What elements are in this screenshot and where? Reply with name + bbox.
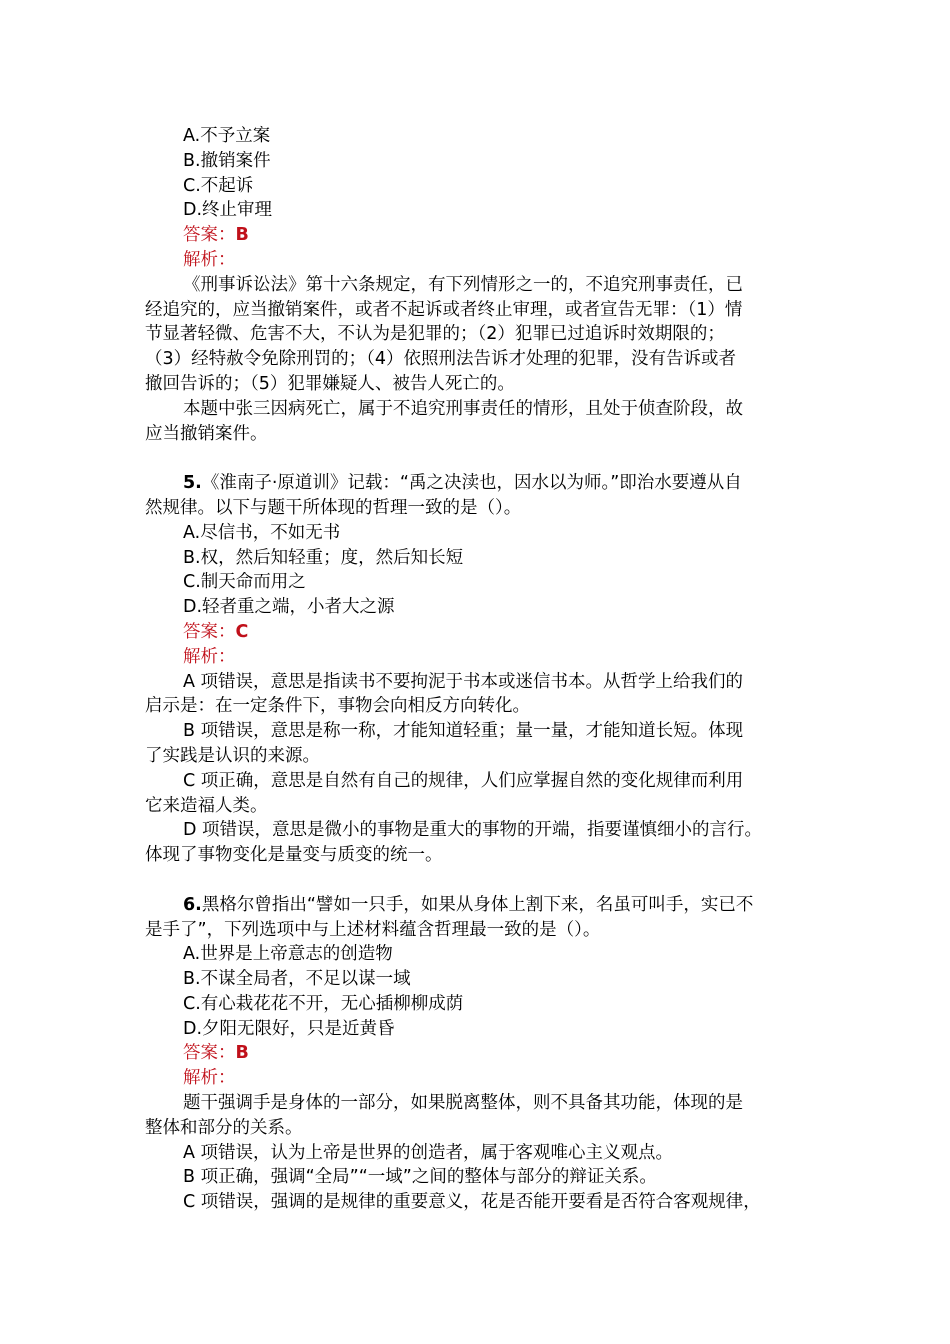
q5-analysis-line: C 项正确，意思是自然有自己的规律，人们应掌握自然的变化规律而利用 [183,770,744,791]
q6-analysis-line: 题干强调手是身体的一部分，如果脱离整体，则不具备其功能，体现的是 [183,1093,743,1114]
q4-analysis-line: 经追究的，应当撤销案件，或者不起诉或者终止审理，或者宣告无罪：（1）情 [145,299,743,320]
q6-option-b: B.不谋全局者，不足以谋一域 [183,969,411,990]
q4-option-d: D.终止审理 [183,200,273,221]
q5-stem-text: 《淮南子·原道训》记载：“禹之决渎也，因水以为师。”即治水要遵从自 [201,473,742,494]
q4-option-a: A.不予立案 [183,126,271,146]
q4-analysis-label: 解析： [183,249,236,270]
q6-option-c: C.有心栽花花不开，无心插柳柳成荫 [183,993,464,1014]
answer-letter: B [235,1043,249,1064]
answer-letter: B [235,225,249,246]
q5-analysis-line: 启示是：在一定条件下，事物会向相反方向转化。 [145,696,530,717]
answer-letter: C [235,621,249,642]
q6-analysis-line: B 项正确，强调“全局”“一域”之间的整体与部分的辩证关系。 [183,1167,657,1188]
q4-analysis-line: 节显著轻微、危害不大，不认为是犯罪的；（2）犯罪已过追诉时效期限的； [145,324,725,345]
question-number: 5. [183,473,202,494]
answer-label: 答案： [183,621,236,642]
q6-option-d: D.夕阳无限好，只是近黄昏 [183,1018,395,1039]
q5-option-b: B.权，然后知轻重；度，然后知长短 [183,547,464,568]
q5-analysis-label: 解析： [183,646,236,667]
q4-analysis-line: （3）经特赦令免除刑罚的；（4）依照刑法告诉才处理的犯罪，没有告诉或者 [145,349,737,370]
q6-analysis-line: C 项错误，强调的是规律的重要意义，花是否能开要看是否符合客观规律， [183,1192,761,1213]
q6-analysis-line: A 项错误，认为上帝是世界的创造者，属于客观唯心主义观点。 [183,1142,674,1163]
q4-analysis-line: 应当撤销案件。 [145,423,268,444]
q5-option-c: C.制天命而用之 [183,572,306,593]
q4-analysis-line: 《刑事诉讼法》第十六条规定，有下列情形之一的，不追究刑事责任，已 [183,274,743,295]
q5-option-d: D.轻者重之端，小者大之源 [183,597,395,618]
q4-analysis-line: 撤回告诉的；（5）犯罪嫌疑人、被告人死亡的。 [145,373,515,394]
q5-analysis-line: 它来造福人类。 [145,795,268,816]
q4-answer [145,223,825,248]
q5-stem [145,471,825,496]
q6-stem [145,893,825,918]
q5-analysis-line: 了实践是认识的来源。 [145,745,320,766]
q5-analysis-line: A 项错误，意思是指读书不要拘泥于书本或迷信书本。从哲学上给我们的 [183,671,744,692]
q4-analysis-line: 本题中张三因病死亡，属于不追究刑事责任的情形，且处于侦查阶段，故 [183,398,743,419]
answer-label: 答案： [183,1043,236,1064]
q5-stem-cont: 然规律。以下与题干所体现的哲理一致的是（）。 [145,497,522,518]
q5-analysis-line: B 项错误，意思是称一称，才能知道轻重；量一量，才能知道长短。体现 [183,721,744,742]
q6-analysis-label: 解析： [183,1068,236,1089]
q5-analysis-line: D 项错误，意思是微小的事物是重大的事物的开端，指要谨慎细小的言行。 [183,820,763,841]
q6-stem-text: 黑格尔曾指出“譬如一只手，如果从身体上割下来，名虽可叫手，实已不 [201,894,754,915]
document-page [145,124,825,1215]
q6-answer [145,1041,825,1066]
q5-answer [145,620,825,645]
question-number: 6. [183,894,202,915]
q4-option-c: C.不起诉 [183,175,254,196]
q6-analysis-line: 整体和部分的关系。 [145,1117,303,1138]
q4-option-b: B.撤销案件 [183,150,271,171]
q5-analysis-line: 体现了事物变化是量变与质变的统一。 [145,845,443,866]
q5-option-a: A.尽信书，不如无书 [183,522,341,543]
answer-label: 答案： [183,225,236,246]
q6-stem-cont: 是手了”，下列选项中与上述材料蕴含哲理最一致的是（）。 [145,919,601,940]
q6-option-a: A.世界是上帝意志的创造物 [183,944,393,965]
